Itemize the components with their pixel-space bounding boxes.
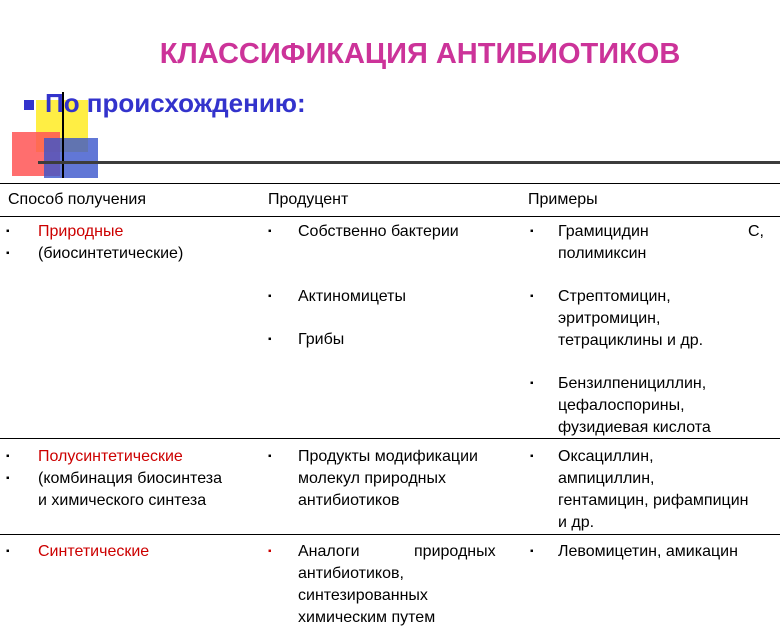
- example-gramicidin-c: С,: [748, 223, 764, 240]
- header-method: Способ получения: [8, 191, 147, 208]
- producer-actinomycetes: Актиномицеты: [298, 288, 406, 305]
- producer-modification: Продукты модификации: [298, 448, 478, 465]
- bullet: ▪: [530, 546, 534, 557]
- example-ampicillin: ампициллин,: [558, 470, 655, 487]
- example-polymyxin: полимиксин: [558, 245, 647, 262]
- method-semisynthetic-note: и химического синтеза: [38, 492, 207, 509]
- producer-fungi: Грибы: [298, 331, 345, 348]
- bullet: ▪: [530, 451, 534, 462]
- bullet: ▪: [6, 451, 10, 462]
- producer-bacteria: Собственно бактерии: [298, 223, 459, 240]
- producer-analogs: Аналоги: [298, 543, 360, 560]
- producer-analogs: синтезированных: [298, 587, 428, 604]
- table-row-border: [0, 534, 780, 535]
- bullet: ▪: [530, 378, 534, 389]
- header-producer: Продуцент: [268, 191, 349, 208]
- bullet: ▪: [6, 226, 10, 237]
- header-examples: Примеры: [528, 191, 598, 208]
- page-title: КЛАССИФИКАЦИЯ АНТИБИОТИКОВ: [159, 38, 681, 70]
- table-header-border: [0, 216, 780, 217]
- bullet: ▪: [530, 291, 534, 302]
- example-etc: и др.: [558, 514, 595, 531]
- producer-modification: антибиотиков: [298, 492, 400, 509]
- example-gentamicin: гентамицин, рифампицин: [558, 492, 749, 509]
- producer-analogs: химическим путем: [298, 609, 436, 626]
- bullet: ▪: [6, 248, 10, 259]
- example-streptomycin: Стрептомицин,: [558, 288, 671, 305]
- example-fusidic-acid: фузидиевая кислота: [558, 419, 711, 436]
- example-levomycetin: Левомицетин, амикацин: [558, 543, 738, 560]
- producer-analogs: антибиотиков,: [298, 565, 404, 582]
- method-synthetic-label: Синтетические: [38, 543, 150, 560]
- bullet: ▪: [268, 546, 272, 557]
- decor-horizontal-line: [38, 161, 780, 164]
- method-semisynthetic-note: (комбинация биосинтеза: [38, 470, 222, 487]
- bullet: ▪: [268, 291, 272, 302]
- example-cephalosporins: цефалоспорины,: [558, 397, 685, 414]
- bullet: ▪: [268, 334, 272, 345]
- bullet: ▪: [268, 451, 272, 462]
- bullet: ▪: [530, 226, 534, 237]
- example-erythromycin: эритромицин,: [558, 310, 661, 327]
- table-top-border: [0, 183, 780, 184]
- method-natural-note: (биосинтетические): [38, 245, 184, 262]
- method-natural-label: Природные: [38, 223, 124, 240]
- decor-bullet-square: [24, 100, 34, 110]
- example-oxacillin: Оксациллин,: [558, 448, 654, 465]
- decor-blue-square: [44, 138, 98, 178]
- example-tetracyclines: тетрациклины и др.: [558, 332, 704, 349]
- page-subtitle: По происхождению:: [45, 88, 306, 118]
- bullet: ▪: [6, 546, 10, 557]
- bullet: ▪: [6, 473, 10, 484]
- example-benzylpenicillin: Бензилпенициллин,: [558, 375, 707, 392]
- producer-analogs: природных: [414, 543, 496, 560]
- method-semisynthetic-label: Полусинтетические: [38, 448, 183, 465]
- producer-modification: молекул природных: [298, 470, 447, 487]
- example-gramicidin: Грамицидин: [558, 223, 649, 240]
- bullet: ▪: [268, 226, 272, 237]
